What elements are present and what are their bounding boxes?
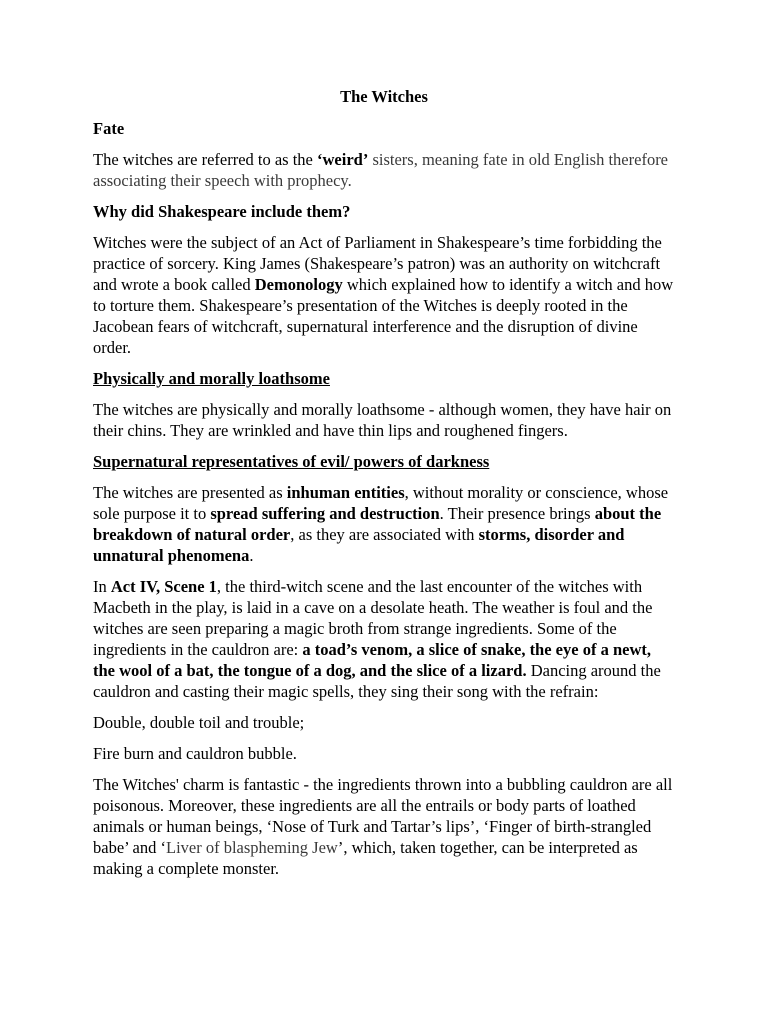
bold-run: inhuman entities [286,483,405,502]
paragraph-fate [93,149,675,191]
text-run: . [249,546,254,565]
paragraph-act [93,576,675,702]
text-run: sisters, meaning fate in old English therefore associating their speech with prophecy. [93,150,669,190]
text-run: In [93,577,111,596]
bold-run: storms, disorder and unnatural phenomena [93,525,625,565]
refrain-line-1: Double, double toil and trouble; [93,713,305,732]
text-run: Dancing around the cauldron and casting their magic spells, they sing their song with the refrain: [93,661,661,701]
bold-run: ‘weird’ [317,150,369,169]
text-run: ’, which, taken together, can be interpreted as making a complete monster. [93,838,638,878]
paragraph-charm [93,774,675,879]
bold-run: spread suffering and destruction [210,504,440,523]
paragraph-why [93,232,675,358]
heading-text: Supernatural representatives of evil/ powers of darkness [93,452,490,471]
heading-loathsome: Physically and morally loathsome [93,369,330,388]
refrain-line-2: Fire burn and cauldron bubble. [93,744,297,763]
heading-supernatural [93,451,675,472]
bold-run: Act IV, Scene 1 [110,577,217,596]
text-run: The witches are presented as [93,483,287,502]
text-run: Liver of blaspheming Jew [166,838,338,857]
text-run: , as they are associated with [290,525,479,544]
text-run: Witches were the subject of an Act of Parliament in Shakespeare’s time forbidding the practice of sorcery. King James (Shakespeare’s patron) was an authority on witchcraft and wrote a book called [93,233,662,294]
text-run: The witches are referred to as the [93,150,318,169]
paragraph-supernatural [93,482,675,566]
text-run: , without morality or conscience, whose sole purpose it to [93,483,669,523]
heading-fate: Fate [93,119,125,138]
bold-run: about the breakdown of natural order [93,504,662,544]
bold-run: a toad’s venom, a slice of snake, the eye of a newt, the wool of a bat, the tongue of a dog, and the slice of a lizard. [93,640,651,680]
bold-run: Demonology [254,275,343,294]
text-run: . Their presence brings [439,504,595,523]
heading-why: Why did Shakespeare include them? [93,202,351,221]
text-run: , the third-witch scene and the last encounter of the witches with Macbeth in the play, is laid in a cave on a desolate heath. The weather is foul and the witches are seen preparing a magic broth from strange ingredients. Some of the ingredients in the cauldron are: [93,577,653,659]
paragraph-loathsome: The witches are physically and morally loathsome - although women, they have hair on their chins. They are wrinkled and have thin lips and roughened fingers. [93,400,672,440]
text-run: which explained how to identify a witch and how to torture them. Shakespeare’s presentation of the Witches is deeply rooted in the Jacobean fears of witchcraft, supernatural interference and the disruption of divine order. [93,275,674,357]
text-run: The Witches' charm is fantastic - the ingredients thrown into a bubbling cauldron are all poisonous. Moreover, these ingredients are all the entrails or body parts of loathed animals or human beings, ‘Nose of Turk and Tartar’s lips’, ‘Finger of birth-strangled babe’ and ‘ [93,775,673,857]
page-title: The Witches [340,87,428,106]
